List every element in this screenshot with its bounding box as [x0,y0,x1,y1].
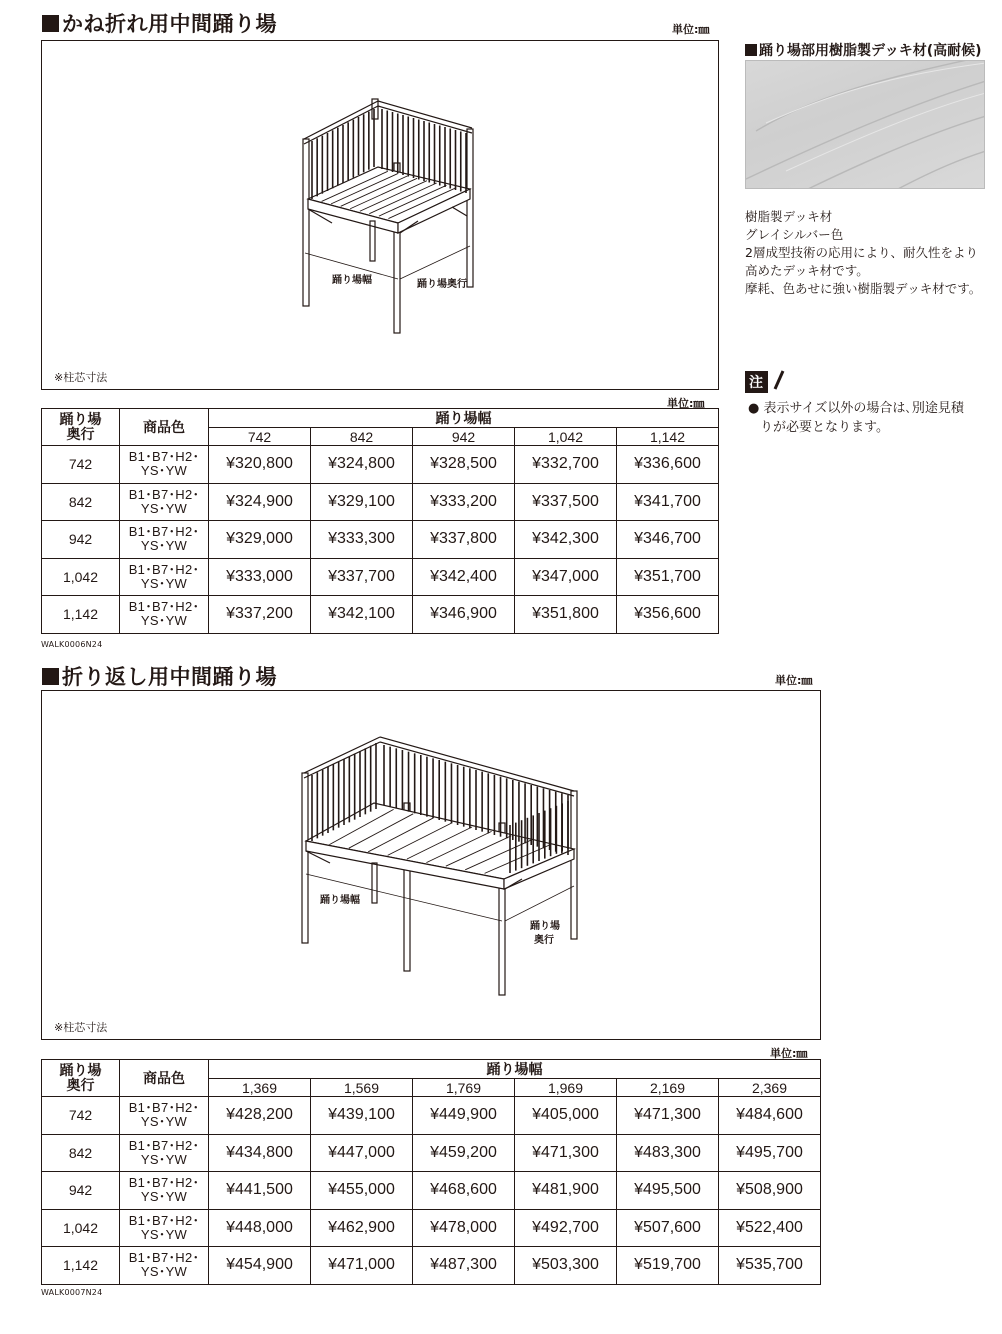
table-row [42,483,719,521]
color-cell: B1･B7･H2･ YS･YW [120,596,209,634]
corner-landing-illustration [42,41,718,389]
depth-cell: 942 [42,521,120,559]
price-cell: ¥337,200 [209,596,311,634]
price-cell: ¥351,800 [515,596,617,634]
table-row [42,1209,821,1247]
price-cell: ¥471,300 [617,1097,719,1135]
header-depth: 踊り場 奥行 [42,1060,120,1097]
price-cell: ¥347,000 [515,558,617,596]
price-cell: ¥351,700 [617,558,719,596]
table-row [42,521,719,559]
note-text: ● 表示サイズ以外の場合は､別途見積 りが必要となります。 [748,401,964,435]
width-header-2: 1,769 [413,1079,515,1097]
table-row [42,596,719,634]
price-cell: ¥484,600 [719,1097,821,1135]
table-row [42,1247,821,1285]
price-cell: ¥324,800 [311,446,413,484]
price-cell: ¥333,300 [311,521,413,559]
price-cell: ¥492,700 [515,1209,617,1247]
square-bullet-icon [42,668,59,685]
sidebar-title: 踊り場部用樹脂製デッキ材(高耐候) [745,40,982,60]
square-bullet-icon [42,15,59,32]
width-header-4: 1,142 [617,428,719,446]
dim-depth-label-1: 踊り場 [530,921,560,932]
dim-width-label: 踊り場幅 [320,895,360,906]
depth-cell: 842 [42,483,120,521]
width-header-3: 1,969 [515,1079,617,1097]
price-cell: ¥481,900 [515,1172,617,1210]
section1-table-unit: 単位:㎜ [667,397,705,410]
width-header-1: 842 [311,428,413,446]
price-cell: ¥455,000 [311,1172,413,1210]
price-cell: ¥346,700 [617,521,719,559]
deck-material-photo [745,60,985,189]
color-cell: B1･B7･H2･ YS･YW [120,1097,209,1135]
price-cell: ¥478,000 [413,1209,515,1247]
price-cell: ¥522,400 [719,1209,821,1247]
header-color: 商品色 [120,1060,209,1097]
price-cell: ¥434,800 [209,1134,311,1172]
depth-cell: 1,142 [42,1247,120,1285]
section1-figure [41,40,719,390]
color-cell: B1･B7･H2･ YS･YW [120,483,209,521]
width-header-3: 1,042 [515,428,617,446]
section2-price-table [41,1059,821,1285]
price-cell: ¥507,600 [617,1209,719,1247]
price-cell: ¥487,300 [413,1247,515,1285]
table-row [42,1134,821,1172]
square-bullet-icon [745,44,757,56]
price-cell: ¥337,500 [515,483,617,521]
price-cell: ¥324,900 [209,483,311,521]
note-header [745,370,785,393]
table-row [42,446,719,484]
section1-unit: 単位:㎜ [672,23,710,36]
color-cell: B1･B7･H2･ YS･YW [120,446,209,484]
price-cell: ¥337,700 [311,558,413,596]
dim-depth-label: 踊り場奥行 [417,279,467,290]
price-cell: ¥503,300 [515,1247,617,1285]
price-cell: ¥428,200 [209,1097,311,1135]
depth-cell: 842 [42,1134,120,1172]
section2-unit: 単位:㎜ [775,674,813,687]
price-cell: ¥495,700 [719,1134,821,1172]
section2-code: WALK0007N24 [41,1288,103,1297]
color-cell: B1･B7･H2･ YS･YW [120,1247,209,1285]
dim-width-label: 踊り場幅 [332,275,372,286]
color-cell: B1･B7･H2･ YS･YW [120,1209,209,1247]
deck-grain-texture [746,61,985,189]
header-depth: 踊り場 奥行 [42,409,120,446]
price-cell: ¥341,700 [617,483,719,521]
depth-cell: 1,042 [42,558,120,596]
section2-figure [41,690,821,1040]
price-cell: ¥447,000 [311,1134,413,1172]
price-cell: ¥471,000 [311,1247,413,1285]
table-row [42,1172,821,1210]
depth-cell: 1,042 [42,1209,120,1247]
price-cell: ¥508,900 [719,1172,821,1210]
price-cell: ¥356,600 [617,596,719,634]
price-cell: ¥471,300 [515,1134,617,1172]
price-cell: ¥483,300 [617,1134,719,1172]
depth-cell: 942 [42,1172,120,1210]
price-cell: ¥342,100 [311,596,413,634]
color-cell: B1･B7･H2･ YS･YW [120,558,209,596]
price-cell: ¥342,400 [413,558,515,596]
price-cell: ¥329,000 [209,521,311,559]
width-header-4: 2,169 [617,1079,719,1097]
price-cell: ¥459,200 [413,1134,515,1172]
price-cell: ¥336,600 [617,446,719,484]
price-cell: ¥329,100 [311,483,413,521]
figure-note: ※柱芯寸法 [54,371,108,384]
price-cell: ¥333,200 [413,483,515,521]
figure-note: ※柱芯寸法 [54,1021,108,1034]
section2-title: 折り返し用中間踊り場 [42,661,277,691]
depth-cell: 742 [42,446,120,484]
width-header-1: 1,569 [311,1079,413,1097]
section1-title: かね折れ用中間踊り場 [42,8,277,38]
price-cell: ¥332,700 [515,446,617,484]
width-header-5: 2,369 [719,1079,821,1097]
section2-table-unit: 単位:㎜ [770,1047,808,1060]
price-cell: ¥462,900 [311,1209,413,1247]
width-header-0: 1,369 [209,1079,311,1097]
return-landing-illustration [42,691,820,1039]
slash-icon [773,370,785,390]
price-cell: ¥320,800 [209,446,311,484]
price-cell: ¥441,500 [209,1172,311,1210]
deck-description: 樹脂製デッキ材 グレイシルバー色 2層成型技術の応用により、耐久性をより 高めたデッキ材です。 摩耗、色あせに強い樹脂製デッキ材です。 [745,209,982,296]
price-cell: ¥449,900 [413,1097,515,1135]
table-row [42,1097,821,1135]
depth-cell: 1,142 [42,596,120,634]
color-cell: B1･B7･H2･ YS･YW [120,1134,209,1172]
price-cell: ¥342,300 [515,521,617,559]
header-color: 商品色 [120,409,209,446]
price-cell: ¥333,000 [209,558,311,596]
width-header-0: 742 [209,428,311,446]
header-width: 踊り場幅 [209,1060,821,1079]
price-cell: ¥405,000 [515,1097,617,1135]
price-cell: ¥495,500 [617,1172,719,1210]
price-cell: ¥535,700 [719,1247,821,1285]
section1-code: WALK0006N24 [41,640,103,649]
note-badge: 注 [745,371,768,393]
price-cell: ¥454,900 [209,1247,311,1285]
price-cell: ¥448,000 [209,1209,311,1247]
price-cell: ¥519,700 [617,1247,719,1285]
table-row [42,558,719,596]
depth-cell: 742 [42,1097,120,1135]
width-header-2: 942 [413,428,515,446]
price-cell: ¥328,500 [413,446,515,484]
header-width: 踊り場幅 [209,409,719,428]
price-cell: ¥468,600 [413,1172,515,1210]
price-cell: ¥346,900 [413,596,515,634]
price-cell: ¥439,100 [311,1097,413,1135]
dim-depth-label-2: 奥行 [534,935,554,946]
color-cell: B1･B7･H2･ YS･YW [120,521,209,559]
color-cell: B1･B7･H2･ YS･YW [120,1172,209,1210]
price-cell: ¥337,800 [413,521,515,559]
section1-price-table [41,408,719,634]
